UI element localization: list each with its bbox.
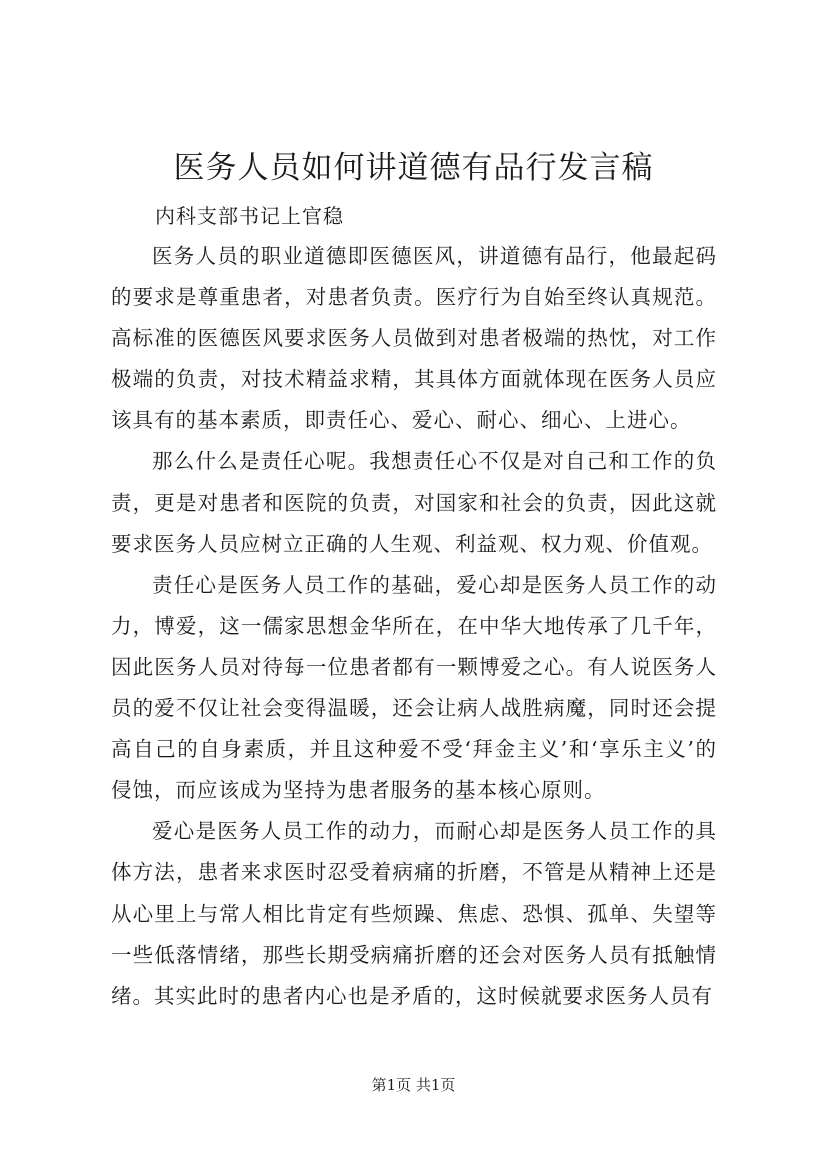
paragraph: 那么什么是责任心呢。我想责任心不仅是对自己和工作的负责，更是对患者和医院的负责，对国家和社会的负责，因此这就要求医务人员应树立正确的人生观、利益观、权力观、价值观。 (111, 449, 717, 556)
author-line: 内科支部书记上官稳 (155, 204, 344, 228)
document-body (111, 236, 717, 1017)
paragraph: 医务人员的职业道德即医德医风，讲道德有品行，他最起码的要求是尊重患者，对患者负责。医疗行为自始至终认真规范。高标准的医德医风要求医务人员做到对患者极端的热忱，对工作极端的负责，对技术精益求精，其具体方面就体现在医务人员应该具有的基本素质，即责任心、爱心、耐心、细心、上进心。 (111, 244, 717, 433)
paragraph: 责任心是医务人员工作的基础，爱心却是医务人员工作的动力，博爱，这一儒家思想金华所在，在中华大地传承了几千年，因此医务人员对待每一位患者都有一颗博爱之心。有人说医务人员的爱不仅让社会变得温暖，还会让病人战胜病魔，同时还会提高自己的自身素质，并且这种爱不受‘拜金主义’和‘享乐主义’的侵蚀，而应该成为坚持为患者服务的基本核心原则。 (111, 572, 717, 803)
page-number-footer: 第1页 共1页 (371, 1076, 456, 1094)
paragraph: 爱心是医务人员工作的动力，而耐心却是医务人员工作的具体方法，患者来求医时忍受着病痛的折磨，不管是从精神上还是从心里上与常人相比肯定有些烦躁、焦虑、恐惧、孤单、失望等一些低落情绪，那些长期受病痛折磨的还会对医务人员有抵触情绪。其实此时的患者内心也是矛盾的，这时候就要求医务人员有 (111, 819, 717, 1008)
document-title: 医务人员如何讲道德有品行发言稿 (173, 150, 654, 186)
